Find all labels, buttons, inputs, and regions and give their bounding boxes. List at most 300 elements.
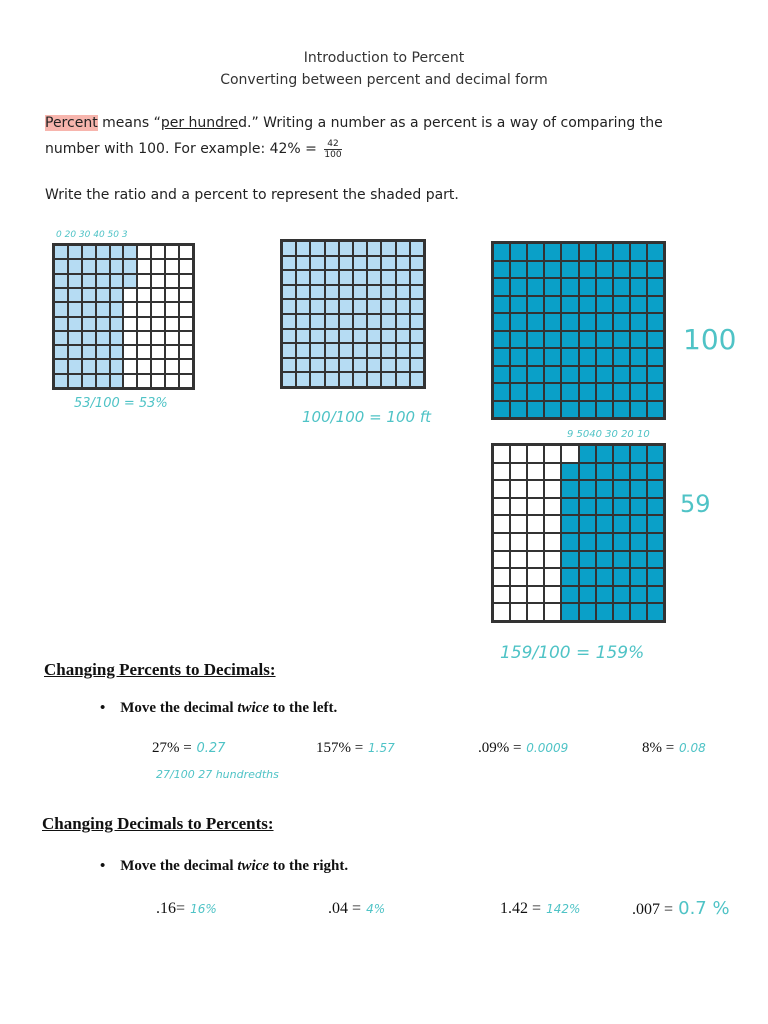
grid-cell — [630, 480, 647, 498]
grid-cell — [647, 296, 664, 314]
grid-cell — [527, 515, 544, 533]
grid-cell — [579, 348, 596, 366]
grid-cell — [510, 480, 527, 498]
grid-cell — [510, 401, 527, 419]
grid-cell — [510, 533, 527, 551]
section1-bullet-pre: Move the decimal — [120, 700, 238, 716]
bullet-dot: • — [100, 700, 106, 716]
grid-cell — [647, 603, 664, 621]
intro-line2: number with 100. For example: 42% = — [45, 141, 317, 157]
grid-cell — [123, 245, 137, 259]
grid-cell — [561, 445, 578, 463]
grid-cell — [613, 348, 630, 366]
s1-answer-2: 1.57 — [368, 741, 395, 755]
grid-cell — [510, 296, 527, 314]
grid-cell — [151, 274, 165, 288]
grid-cell — [353, 358, 367, 373]
grid-cell — [544, 603, 561, 621]
s2-problem-4: .007 = — [632, 901, 674, 918]
grid-cell — [579, 243, 596, 261]
grid-cell — [325, 314, 339, 329]
grid-cell — [110, 274, 124, 288]
grid-cell — [510, 463, 527, 481]
grid-cell — [613, 278, 630, 296]
grid-cell — [282, 299, 296, 314]
grid-cell — [396, 372, 410, 387]
grid-cell — [110, 302, 124, 316]
grid-cell — [325, 270, 339, 285]
grid-cell — [596, 480, 613, 498]
grid-cell — [561, 533, 578, 551]
s2-item-1 — [156, 898, 217, 918]
grid-cell — [381, 241, 395, 256]
grid-cell — [282, 358, 296, 373]
grid-cell — [381, 343, 395, 358]
grid-cell — [647, 401, 664, 419]
grid-cell — [82, 345, 96, 359]
section2-bullet-em: twice — [237, 858, 269, 874]
grid-cell — [527, 243, 544, 261]
grid-cell — [82, 259, 96, 273]
grid-cell — [647, 366, 664, 384]
grid-cell — [179, 359, 193, 373]
grid-cell — [561, 586, 578, 604]
grid-cell — [596, 401, 613, 419]
grid-cell — [596, 445, 613, 463]
grid-cell — [310, 299, 324, 314]
grid-cell — [630, 551, 647, 569]
grid-cell — [296, 343, 310, 358]
grid-cell — [339, 270, 353, 285]
grid-cell — [353, 256, 367, 271]
grid-cell — [96, 259, 110, 273]
grid-cell — [579, 383, 596, 401]
grid-cell — [544, 401, 561, 419]
grid-cell — [630, 401, 647, 419]
grid-cell — [613, 480, 630, 498]
grid-cell — [296, 358, 310, 373]
grid-cell — [165, 274, 179, 288]
grid-cell — [137, 274, 151, 288]
hundred-grid-2 — [280, 239, 426, 389]
grid-cell — [630, 261, 647, 279]
grid-cell — [410, 372, 424, 387]
grid-cell — [82, 302, 96, 316]
grid-cell — [579, 551, 596, 569]
grid-cell — [165, 288, 179, 302]
section2-bullet-pre: Move the decimal — [120, 858, 238, 874]
grid-cell — [510, 445, 527, 463]
grid-cell — [527, 533, 544, 551]
grid-cell — [151, 331, 165, 345]
grid-cell — [339, 299, 353, 314]
grid-cell — [493, 383, 510, 401]
grid-cell — [647, 568, 664, 586]
grid-cell — [123, 288, 137, 302]
grid-cell — [493, 445, 510, 463]
grid-cell — [367, 343, 381, 358]
grid-cell — [613, 331, 630, 349]
s1-item-4 — [642, 738, 706, 757]
grid-cell — [647, 348, 664, 366]
grid-cell — [96, 317, 110, 331]
grid-cell — [596, 261, 613, 279]
grid-cell — [527, 261, 544, 279]
grid-cell — [410, 285, 424, 300]
grid-cell — [647, 480, 664, 498]
grid-cell — [339, 241, 353, 256]
grid-cell — [493, 498, 510, 516]
grid-cell — [579, 568, 596, 586]
grid-cell — [613, 533, 630, 551]
grid-cell — [367, 256, 381, 271]
s1-note: 27/100 27 hundredths — [156, 768, 279, 781]
grid-cell — [527, 366, 544, 384]
grid-cell — [630, 296, 647, 314]
grid-cell — [282, 343, 296, 358]
grid-cell — [561, 568, 578, 586]
grid-cell — [561, 243, 578, 261]
grid-cell — [367, 372, 381, 387]
grid-cell — [630, 348, 647, 366]
grid-cell — [527, 603, 544, 621]
grid-cell — [647, 313, 664, 331]
s1-answer-4: 0.08 — [679, 741, 706, 755]
s2-item-4 — [632, 898, 730, 919]
grid-cell — [165, 259, 179, 273]
grid-cell — [493, 366, 510, 384]
grid-cell — [325, 372, 339, 387]
grid-cell — [137, 331, 151, 345]
grid3-side-note: 100 — [683, 323, 737, 356]
grid-cell — [527, 278, 544, 296]
grid-cell — [310, 241, 324, 256]
grid-cell — [82, 245, 96, 259]
grid-cell — [179, 259, 193, 273]
grid-cell — [396, 314, 410, 329]
grid-cell — [282, 256, 296, 271]
grid-cell — [325, 285, 339, 300]
grid-cell — [296, 270, 310, 285]
grid-cell — [68, 245, 82, 259]
grid-cell — [110, 345, 124, 359]
grid-cell — [367, 314, 381, 329]
grid-cell — [353, 343, 367, 358]
s2-answer-2: 4% — [366, 902, 386, 916]
grid-cell — [82, 317, 96, 331]
grid-cell — [179, 274, 193, 288]
grid-cell — [510, 313, 527, 331]
grid-cell — [123, 274, 137, 288]
grid-cell — [96, 374, 110, 388]
grid-cell — [123, 359, 137, 373]
grid-cell — [510, 366, 527, 384]
grid-cell — [82, 288, 96, 302]
grid-cell — [527, 498, 544, 516]
grid-cell — [510, 348, 527, 366]
grid-cell — [410, 358, 424, 373]
grid-cell — [353, 241, 367, 256]
grid-cell — [630, 445, 647, 463]
grid1-answer: 53/100 = 53% — [74, 396, 168, 411]
grid-cell — [647, 586, 664, 604]
grid-cell — [544, 551, 561, 569]
grid-cell — [325, 256, 339, 271]
grid-cell — [561, 463, 578, 481]
grid-cell — [137, 374, 151, 388]
grid-cell — [282, 241, 296, 256]
section2-bullet-post: to the right. — [268, 858, 349, 874]
grid-cell — [165, 245, 179, 259]
grid-cell — [596, 313, 613, 331]
grid-cell — [410, 256, 424, 271]
intro-paragraph — [45, 110, 735, 162]
grid-cell — [613, 586, 630, 604]
grid-cell — [54, 274, 68, 288]
grid-cell — [579, 296, 596, 314]
grid-cell — [561, 383, 578, 401]
grid-cell — [325, 329, 339, 344]
grid-cell — [544, 366, 561, 384]
grid-cell — [630, 313, 647, 331]
grid-cell — [510, 603, 527, 621]
grid-cell — [110, 317, 124, 331]
example-fraction — [324, 139, 341, 160]
grid-cell — [151, 374, 165, 388]
grid-cell — [647, 278, 664, 296]
grid-cell — [296, 299, 310, 314]
grid-cell — [396, 285, 410, 300]
grid-cell — [123, 345, 137, 359]
grid-cell — [579, 445, 596, 463]
grid-cell — [282, 270, 296, 285]
grid-cell — [396, 256, 410, 271]
grid-cell — [493, 348, 510, 366]
grid-cell — [510, 243, 527, 261]
grid-cell — [544, 383, 561, 401]
grid-cell — [179, 245, 193, 259]
grid-cell — [527, 480, 544, 498]
grid-cell — [367, 270, 381, 285]
grid-cell — [296, 256, 310, 271]
grid-cell — [123, 374, 137, 388]
grid-cell — [410, 329, 424, 344]
grid-cell — [579, 313, 596, 331]
grid-cell — [82, 274, 96, 288]
grid-cell — [579, 533, 596, 551]
grid-cell — [82, 374, 96, 388]
grid-cell — [296, 241, 310, 256]
grid-cell — [493, 296, 510, 314]
grid-cell — [579, 261, 596, 279]
page-subtitle: Converting between percent and decimal form — [220, 72, 548, 88]
grid-cell — [339, 358, 353, 373]
grid-cell — [510, 383, 527, 401]
grid-cell — [151, 302, 165, 316]
section1-heading: Changing Percents to Decimals: — [44, 660, 276, 679]
grid-cell — [96, 345, 110, 359]
grid-cell — [544, 278, 561, 296]
grid-cell — [123, 302, 137, 316]
grid-cell — [179, 374, 193, 388]
grid-cell — [596, 603, 613, 621]
grid-cell — [510, 261, 527, 279]
grid-cell — [367, 329, 381, 344]
grid-cell — [527, 551, 544, 569]
grid-cell — [630, 568, 647, 586]
grid-cell — [527, 331, 544, 349]
grid-cell — [123, 331, 137, 345]
grid-cell — [613, 401, 630, 419]
grid-cell — [68, 288, 82, 302]
grid-cell — [110, 259, 124, 273]
grid-cell — [613, 296, 630, 314]
grid-cell — [493, 480, 510, 498]
grid-cell — [54, 345, 68, 359]
grid-cell — [613, 603, 630, 621]
grid-cell — [110, 359, 124, 373]
grid-cell — [68, 302, 82, 316]
grid-cell — [630, 366, 647, 384]
grid-cell — [54, 259, 68, 273]
grid-cell — [613, 568, 630, 586]
grid-cell — [110, 288, 124, 302]
grid-cell — [493, 568, 510, 586]
grid-cell — [296, 329, 310, 344]
grid-cell — [613, 445, 630, 463]
grid-cell — [510, 586, 527, 604]
grid-cell — [310, 270, 324, 285]
grid-cell — [396, 241, 410, 256]
grid-cell — [410, 270, 424, 285]
grid-cell — [493, 278, 510, 296]
grid-cell — [68, 274, 82, 288]
grid-cell — [647, 445, 664, 463]
grid-cell — [510, 278, 527, 296]
grid-cell — [579, 331, 596, 349]
grid-cell — [381, 358, 395, 373]
grid-cell — [68, 345, 82, 359]
grid-cell — [339, 314, 353, 329]
grid-cell — [561, 313, 578, 331]
grid-cell — [527, 445, 544, 463]
grid-cell — [579, 463, 596, 481]
grid-cell — [493, 551, 510, 569]
grid-cell — [68, 359, 82, 373]
grid-cell — [561, 331, 578, 349]
s1-problem-1: 27% = — [152, 740, 192, 756]
grid-cell — [630, 243, 647, 261]
grid-cell — [396, 358, 410, 373]
grid-cell — [561, 480, 578, 498]
grid-cell — [630, 498, 647, 516]
grid-cell — [137, 345, 151, 359]
intro-rest: d.” Writing a number as a percent is a way of comparing the — [238, 115, 663, 131]
grid-cell — [561, 261, 578, 279]
grid-cell — [527, 586, 544, 604]
grid-cell — [493, 261, 510, 279]
grid-cell — [179, 288, 193, 302]
grid-cell — [310, 256, 324, 271]
grid-cell — [493, 331, 510, 349]
grid-cell — [510, 498, 527, 516]
page-title: Introduction to Percent — [303, 50, 465, 66]
s1-answer-1: 0.27 — [196, 741, 226, 756]
grid4-answer: 159/100 = 159% — [500, 643, 645, 663]
grid-cell — [630, 383, 647, 401]
grid-cell — [493, 603, 510, 621]
grid-cell — [613, 551, 630, 569]
grid-cell — [339, 343, 353, 358]
grid-cell — [596, 515, 613, 533]
grid-cell — [596, 278, 613, 296]
grid-cell — [544, 331, 561, 349]
grid-cell — [54, 359, 68, 373]
grid-cell — [493, 313, 510, 331]
grid-cell — [630, 331, 647, 349]
grid-cell — [123, 259, 137, 273]
grid-cell — [544, 480, 561, 498]
grid-cell — [544, 533, 561, 551]
grid-cell — [561, 515, 578, 533]
grid-cell — [493, 533, 510, 551]
section2-heading: Changing Decimals to Percents: — [42, 814, 274, 833]
grid-cell — [353, 299, 367, 314]
hundred-grid-3 — [491, 241, 666, 420]
grid-cell — [179, 345, 193, 359]
grid-cell — [493, 463, 510, 481]
grid-cell — [367, 358, 381, 373]
s1-item-2 — [316, 738, 395, 757]
grid-cell — [367, 299, 381, 314]
grid-cell — [613, 313, 630, 331]
grid-cell — [596, 383, 613, 401]
grid-cell — [596, 463, 613, 481]
grid-cell — [54, 245, 68, 259]
grid-cell — [596, 366, 613, 384]
grid-cell — [647, 261, 664, 279]
grid-cell — [647, 551, 664, 569]
grid-cell — [54, 288, 68, 302]
grid-cell — [151, 317, 165, 331]
grid-cell — [579, 278, 596, 296]
grid-cell — [544, 498, 561, 516]
grid-cell — [561, 498, 578, 516]
grid-cell — [325, 343, 339, 358]
example-denominator: 100 — [324, 149, 342, 160]
grid-cell — [647, 498, 664, 516]
per-hundred-underline: per hundre — [160, 115, 239, 131]
grid-cell — [310, 314, 324, 329]
grid-cell — [596, 551, 613, 569]
grid-cell — [68, 331, 82, 345]
grid-cell — [579, 515, 596, 533]
grid-cell — [179, 317, 193, 331]
s2-item-2 — [328, 898, 385, 918]
grid-cell — [339, 256, 353, 271]
grid-cell — [96, 245, 110, 259]
grid-cell — [544, 463, 561, 481]
s1-answer-3: 0.0009 — [526, 741, 569, 755]
grid-cell — [165, 345, 179, 359]
grid-cell — [381, 314, 395, 329]
s2-problem-3: 1.42 = — [500, 900, 542, 917]
grid-cell — [54, 302, 68, 316]
grid-cell — [151, 359, 165, 373]
grid-cell — [527, 383, 544, 401]
grid-cell — [381, 270, 395, 285]
grid-cell — [282, 285, 296, 300]
